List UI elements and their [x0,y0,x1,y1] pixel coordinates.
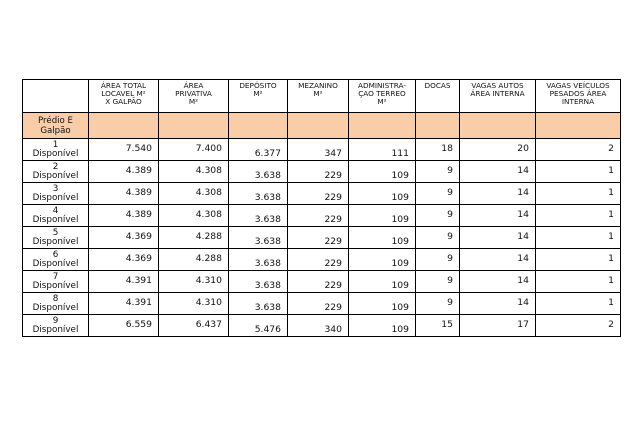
section-label-line: Prédio E [38,115,73,126]
section-cell [288,113,349,139]
vagas-autos-cell: 14 [460,249,536,271]
area-total-cell: 4.391 [89,271,159,293]
header-line: ÁREA INTERNA [470,89,525,98]
docas-cell: 9 [416,161,460,183]
unit-number: 2 [52,162,59,172]
docas-cell: 9 [416,183,460,205]
table-row [23,249,621,271]
area-privativa-cell: 4.308 [159,205,229,227]
header-line: M² [188,97,199,106]
unit-number: 4 [52,206,59,216]
unit-status: Disponível [32,215,79,225]
unit-number: 9 [52,316,59,326]
docas-cell: 9 [416,293,460,315]
table-row [23,183,621,205]
vagas-pesados-cell: 1 [536,205,621,227]
header-line: ÇAO TERREO [358,89,406,98]
area-total-cell: 4.369 [89,227,159,249]
section-cell [229,113,288,139]
area-total-cell: 4.389 [89,183,159,205]
unit-cell [23,183,89,205]
vagas-pesados-cell: 1 [536,161,621,183]
mezanino-cell: 229 [288,205,349,227]
unit-status: Disponível [32,325,79,335]
table-row [23,139,621,161]
header-deposito [229,80,288,113]
administracao-cell: 109 [349,293,416,315]
docas-cell: 18 [416,139,460,161]
administracao-cell: 109 [349,183,416,205]
unit-number: 6 [52,250,59,260]
vagas-pesados-cell: 1 [536,183,621,205]
vagas-pesados-cell: 1 [536,271,621,293]
docas-cell: 15 [416,315,460,337]
unit-cell [23,227,89,249]
header-mezanino [288,80,349,113]
area-privativa-cell: 4.308 [159,161,229,183]
mezanino-cell: 229 [288,227,349,249]
area-total-cell: 4.389 [89,161,159,183]
unit-status: Disponível [32,281,79,291]
header-line: ÁREA [183,81,204,90]
header-line: MEZANINO [298,81,338,90]
header-vagas-autos [460,80,536,113]
deposito-cell: 3.638 [229,183,288,205]
unit-status: Disponível [32,303,79,313]
section-cell [536,113,621,139]
header-administracao [349,80,416,113]
header-line: M² [313,89,323,98]
unit-cell [23,205,89,227]
unit-status: Disponível [32,259,79,269]
deposito-cell: 3.638 [229,293,288,315]
vagas-pesados-cell: 2 [536,139,621,161]
section-cell [460,113,536,139]
unit-number: 1 [52,140,59,150]
administracao-cell: 111 [349,139,416,161]
area-privativa-cell: 4.288 [159,249,229,271]
header-line: DOCAS [424,81,451,90]
header-row [23,80,621,113]
area-total-cell: 4.369 [89,249,159,271]
section-label-line: Galpão [40,125,71,136]
unit-cell [23,271,89,293]
deposito-cell: 3.638 [229,249,288,271]
area-total-cell: 4.389 [89,205,159,227]
deposito-cell: 5.476 [229,315,288,337]
header-vagas-pesados [536,80,621,113]
area-privativa-cell: 4.310 [159,271,229,293]
header-unit [23,80,89,113]
area-total-cell: 6.559 [89,315,159,337]
unit-number: 5 [52,228,59,238]
unit-cell [23,161,89,183]
header-line: ÁREA TOTAL [100,81,147,90]
availability-table [22,79,621,337]
vagas-autos-cell: 14 [460,293,536,315]
mezanino-cell: 229 [288,293,349,315]
deposito-cell: 6.377 [229,139,288,161]
unit-status: Disponível [32,237,79,247]
header-line: M² [377,97,387,106]
header-line: LOCAVEL M² [101,89,146,98]
unit-status: Disponível [32,171,79,181]
vagas-pesados-cell: 1 [536,293,621,315]
area-privativa-cell: 4.288 [159,227,229,249]
table-row [23,227,621,249]
header-line: VAGAS AUTOS [471,81,524,90]
vagas-autos-cell: 20 [460,139,536,161]
administracao-cell: 109 [349,161,416,183]
header-line: X GALPÃO [105,97,142,106]
vagas-autos-cell: 14 [460,205,536,227]
area-privativa-cell: 4.308 [159,183,229,205]
table-row [23,293,621,315]
deposito-cell: 3.638 [229,205,288,227]
area-total-cell: 4.391 [89,293,159,315]
unit-status: Disponível [32,193,79,203]
docas-cell: 9 [416,205,460,227]
header-area-total [89,80,159,113]
vagas-pesados-cell: 2 [536,315,621,337]
unit-number: 8 [52,294,59,304]
vagas-autos-cell: 14 [460,271,536,293]
area-total-cell: 7.540 [89,139,159,161]
unit-cell [23,315,89,337]
header-line: DEPÓSITO [239,81,277,90]
administracao-cell: 109 [349,249,416,271]
vagas-autos-cell: 14 [460,161,536,183]
section-row [23,113,621,139]
unit-number: 3 [52,184,59,194]
section-cell [416,113,460,139]
header-line: ADMINISTRA- [358,81,406,90]
table-row [23,271,621,293]
section-cell [159,113,229,139]
header-area-privativa [159,80,229,113]
section-cell [349,113,416,139]
mezanino-cell: 229 [288,271,349,293]
mezanino-cell: 340 [288,315,349,337]
table-row [23,161,621,183]
area-privativa-cell: 6.437 [159,315,229,337]
table-row [23,315,621,337]
deposito-cell: 3.638 [229,227,288,249]
header-line: M² [253,89,263,98]
unit-cell [23,249,89,271]
mezanino-cell: 347 [288,139,349,161]
vagas-autos-cell: 14 [460,227,536,249]
administracao-cell: 109 [349,205,416,227]
header-line: INTERNA [561,97,595,106]
unit-status: Disponível [32,149,79,159]
header-line: PRIVATIVA [175,89,212,98]
header-line: VAGAS VEÍCULOS [546,81,610,90]
vagas-pesados-cell: 1 [536,227,621,249]
section-cell [89,113,159,139]
administracao-cell: 109 [349,227,416,249]
area-privativa-cell: 7.400 [159,139,229,161]
vagas-pesados-cell: 1 [536,249,621,271]
deposito-cell: 3.638 [229,271,288,293]
mezanino-cell: 229 [288,249,349,271]
docas-cell: 9 [416,271,460,293]
docas-cell: 9 [416,249,460,271]
docas-cell: 9 [416,227,460,249]
unit-number: 7 [52,272,59,282]
vagas-autos-cell: 17 [460,315,536,337]
area-privativa-cell: 4.310 [159,293,229,315]
unit-cell [23,293,89,315]
unit-cell [23,139,89,161]
deposito-cell: 3.638 [229,161,288,183]
header-line: PESADOS ÁREA [549,89,607,98]
section-label [23,113,89,139]
header-docas [416,80,460,113]
vagas-autos-cell: 14 [460,183,536,205]
table-row [23,205,621,227]
administracao-cell: 109 [349,271,416,293]
mezanino-cell: 229 [288,183,349,205]
mezanino-cell: 229 [288,161,349,183]
administracao-cell: 109 [349,315,416,337]
